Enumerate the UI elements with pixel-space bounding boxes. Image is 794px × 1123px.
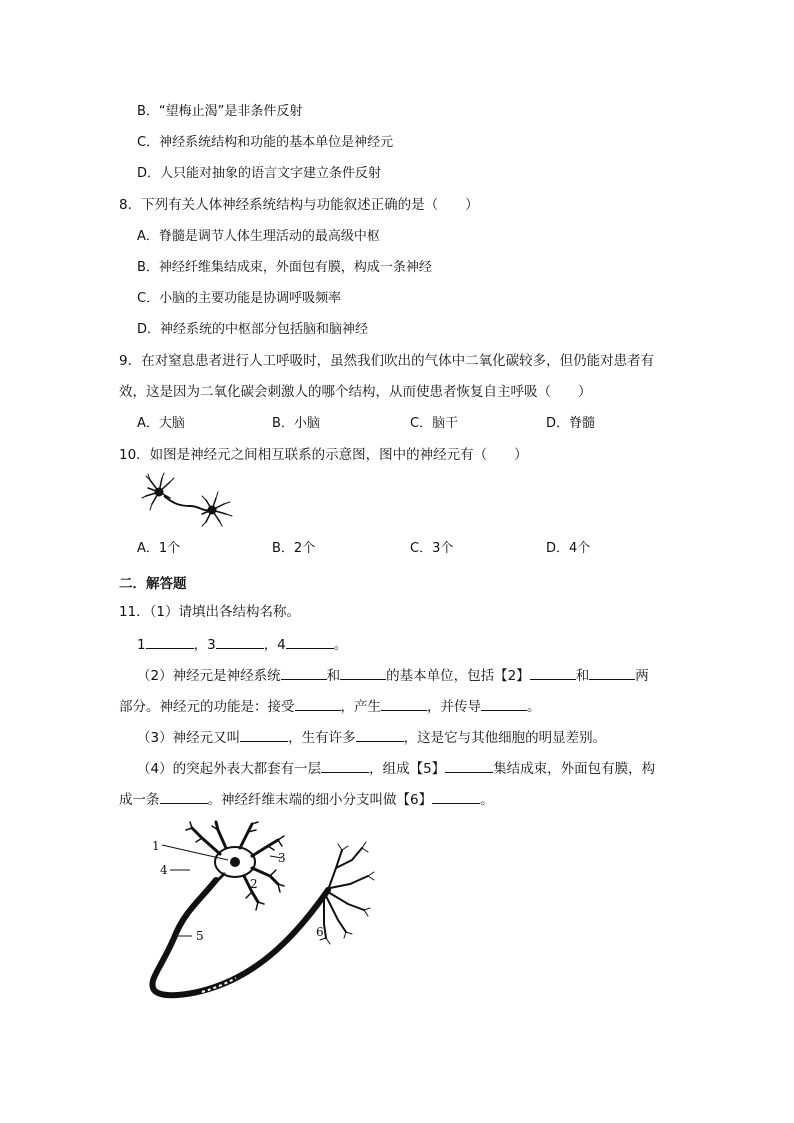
q9-stem-line2: 效，这是因为二氧化碳会刺激人的哪个结构，从而使患者恢复自主呼吸（ ）	[119, 384, 592, 400]
axon-terminals	[324, 848, 368, 938]
q11-p2-text-e: 两	[635, 668, 649, 684]
q10-stem: 10．如图是神经元之间相互联系的示意图，图中的神经元有（ ）	[119, 447, 528, 463]
q11-part4-line1	[137, 758, 655, 778]
q11-p2-text-a: （2）神经元是神经系统	[137, 668, 281, 684]
q7-option-b: B．“望梅止渴”是非条件反射	[137, 104, 303, 119]
q10-option-c: C．3个	[410, 541, 454, 556]
q11-blank-p2-1[interactable]	[281, 665, 327, 680]
q8-option-b: B．神经纤维集结成束，外面包有膜，构成一条神经	[137, 260, 432, 275]
q11-blank-p2-3[interactable]	[530, 665, 576, 680]
q11-part2-line2	[119, 696, 541, 716]
label-3: 3	[278, 851, 286, 865]
q11-p4-text-a: （4）的突起外表大都套有一层	[137, 761, 322, 777]
q11-p4-text-e: 。神经纤维末端的细小分支叫做【6】	[207, 792, 433, 808]
q11-part1-blanks	[137, 634, 347, 654]
q10-option-d: D．4个	[546, 541, 591, 556]
q11-p3-text-b: ，生有许多	[288, 730, 356, 746]
label-6: 6	[316, 925, 324, 939]
q10-option-b: B．2个	[272, 541, 316, 556]
q11-part4-line2	[119, 789, 494, 809]
q11-p2-text-b: 和	[326, 668, 341, 684]
q11-blank-3[interactable]	[216, 634, 264, 649]
q11-label-1: 1	[137, 637, 146, 653]
q11-part1-end: 。	[333, 637, 348, 653]
q11-blank-p3-2[interactable]	[356, 727, 404, 742]
q7-option-d: D．人只能对抽象的语言文字建立条件反射	[137, 166, 382, 181]
label-4: 4	[160, 863, 168, 877]
q11-blank-p4-4[interactable]	[432, 789, 480, 804]
section-title: 二．解答题	[119, 576, 187, 592]
q11-blank-p2-2[interactable]	[340, 665, 386, 680]
label-2: 2	[250, 877, 258, 891]
q11-p3-text-c: ，这是它与其他细胞的明显差别。	[403, 730, 607, 746]
q7-option-c: C．神经系统结构和功能的基本单位是神经元	[137, 135, 394, 150]
q11-blank-p2-7[interactable]	[481, 696, 527, 711]
label-1: 1	[152, 839, 160, 853]
q11-p4-text-c: 集结成束，外面包有膜，构	[493, 761, 656, 777]
q9-option-b: B．小脑	[272, 416, 320, 431]
q11-blank-p2-4[interactable]	[589, 665, 635, 680]
q11-p4-text-d: 成一条	[119, 792, 160, 808]
q11-p2-text-d: 和	[575, 668, 590, 684]
q11-blank-p4-3[interactable]	[160, 789, 208, 804]
q8-option-c: C．小脑的主要功能是协调呼吸频率	[137, 291, 342, 306]
q10-neuron-figure	[140, 470, 240, 528]
q11-blank-p2-5[interactable]	[295, 696, 341, 711]
q9-option-c: C．脑干	[410, 416, 459, 431]
q11-blank-p2-6[interactable]	[381, 696, 427, 711]
q9-stem-line1: 9．在对窒息患者进行人工呼吸时，虽然我们吹出的气体中二氧化碳较多，但仍能对患者有	[119, 353, 655, 369]
q11-blank-p4-2[interactable]	[445, 758, 493, 773]
q11-p3-text-a: （3）神经元又叫	[137, 730, 241, 746]
q8-option-d: D．神经系统的中枢部分包括脑和脑神经	[137, 322, 369, 337]
q8-stem: 8．下列有关人体神经系统结构与功能叙述正确的是（ ）	[119, 197, 479, 213]
q11-part3	[137, 727, 606, 747]
q11-p2-text-g: ，产生	[340, 699, 381, 715]
neuron-cell-body	[215, 847, 255, 877]
q11-p4-text-b: ，组成【5】	[369, 761, 446, 777]
q9-option-d: D．脊髓	[546, 416, 596, 431]
q11-p2-text-h: ，并传导	[427, 699, 481, 715]
q11-part2-line1	[137, 665, 649, 685]
q11-blank-p3-1[interactable]	[240, 727, 288, 742]
q9-option-a: A．大脑	[137, 416, 185, 431]
q11-neuron-diagram	[140, 820, 400, 1010]
q11-blank-4[interactable]	[286, 634, 334, 649]
q11-p2-text-c: 的基本单位，包括【2】	[386, 668, 530, 684]
q8-option-a: A．脊髓是调节人体生理活动的最高级中枢	[137, 229, 380, 244]
q11-p4-text-f: 。	[480, 792, 494, 808]
q10-neuron-a	[142, 473, 174, 510]
q11-blank-1[interactable]	[146, 634, 194, 649]
label-5: 5	[196, 929, 204, 943]
q11-label-3: ，3	[193, 637, 216, 653]
q11-p2-text-f: 部分。神经元的功能是：接受	[119, 699, 295, 715]
neuron-axon	[152, 880, 328, 995]
q11-p2-text-i: 。	[527, 699, 541, 715]
q11-label-4: ，4	[263, 637, 286, 653]
q10-option-a: A．1个	[137, 541, 181, 556]
q11-part1-head: 11．（1）请填出各结构名称。	[119, 604, 301, 620]
q10-neuron-b	[202, 492, 232, 526]
q11-blank-p4-1[interactable]	[321, 758, 369, 773]
